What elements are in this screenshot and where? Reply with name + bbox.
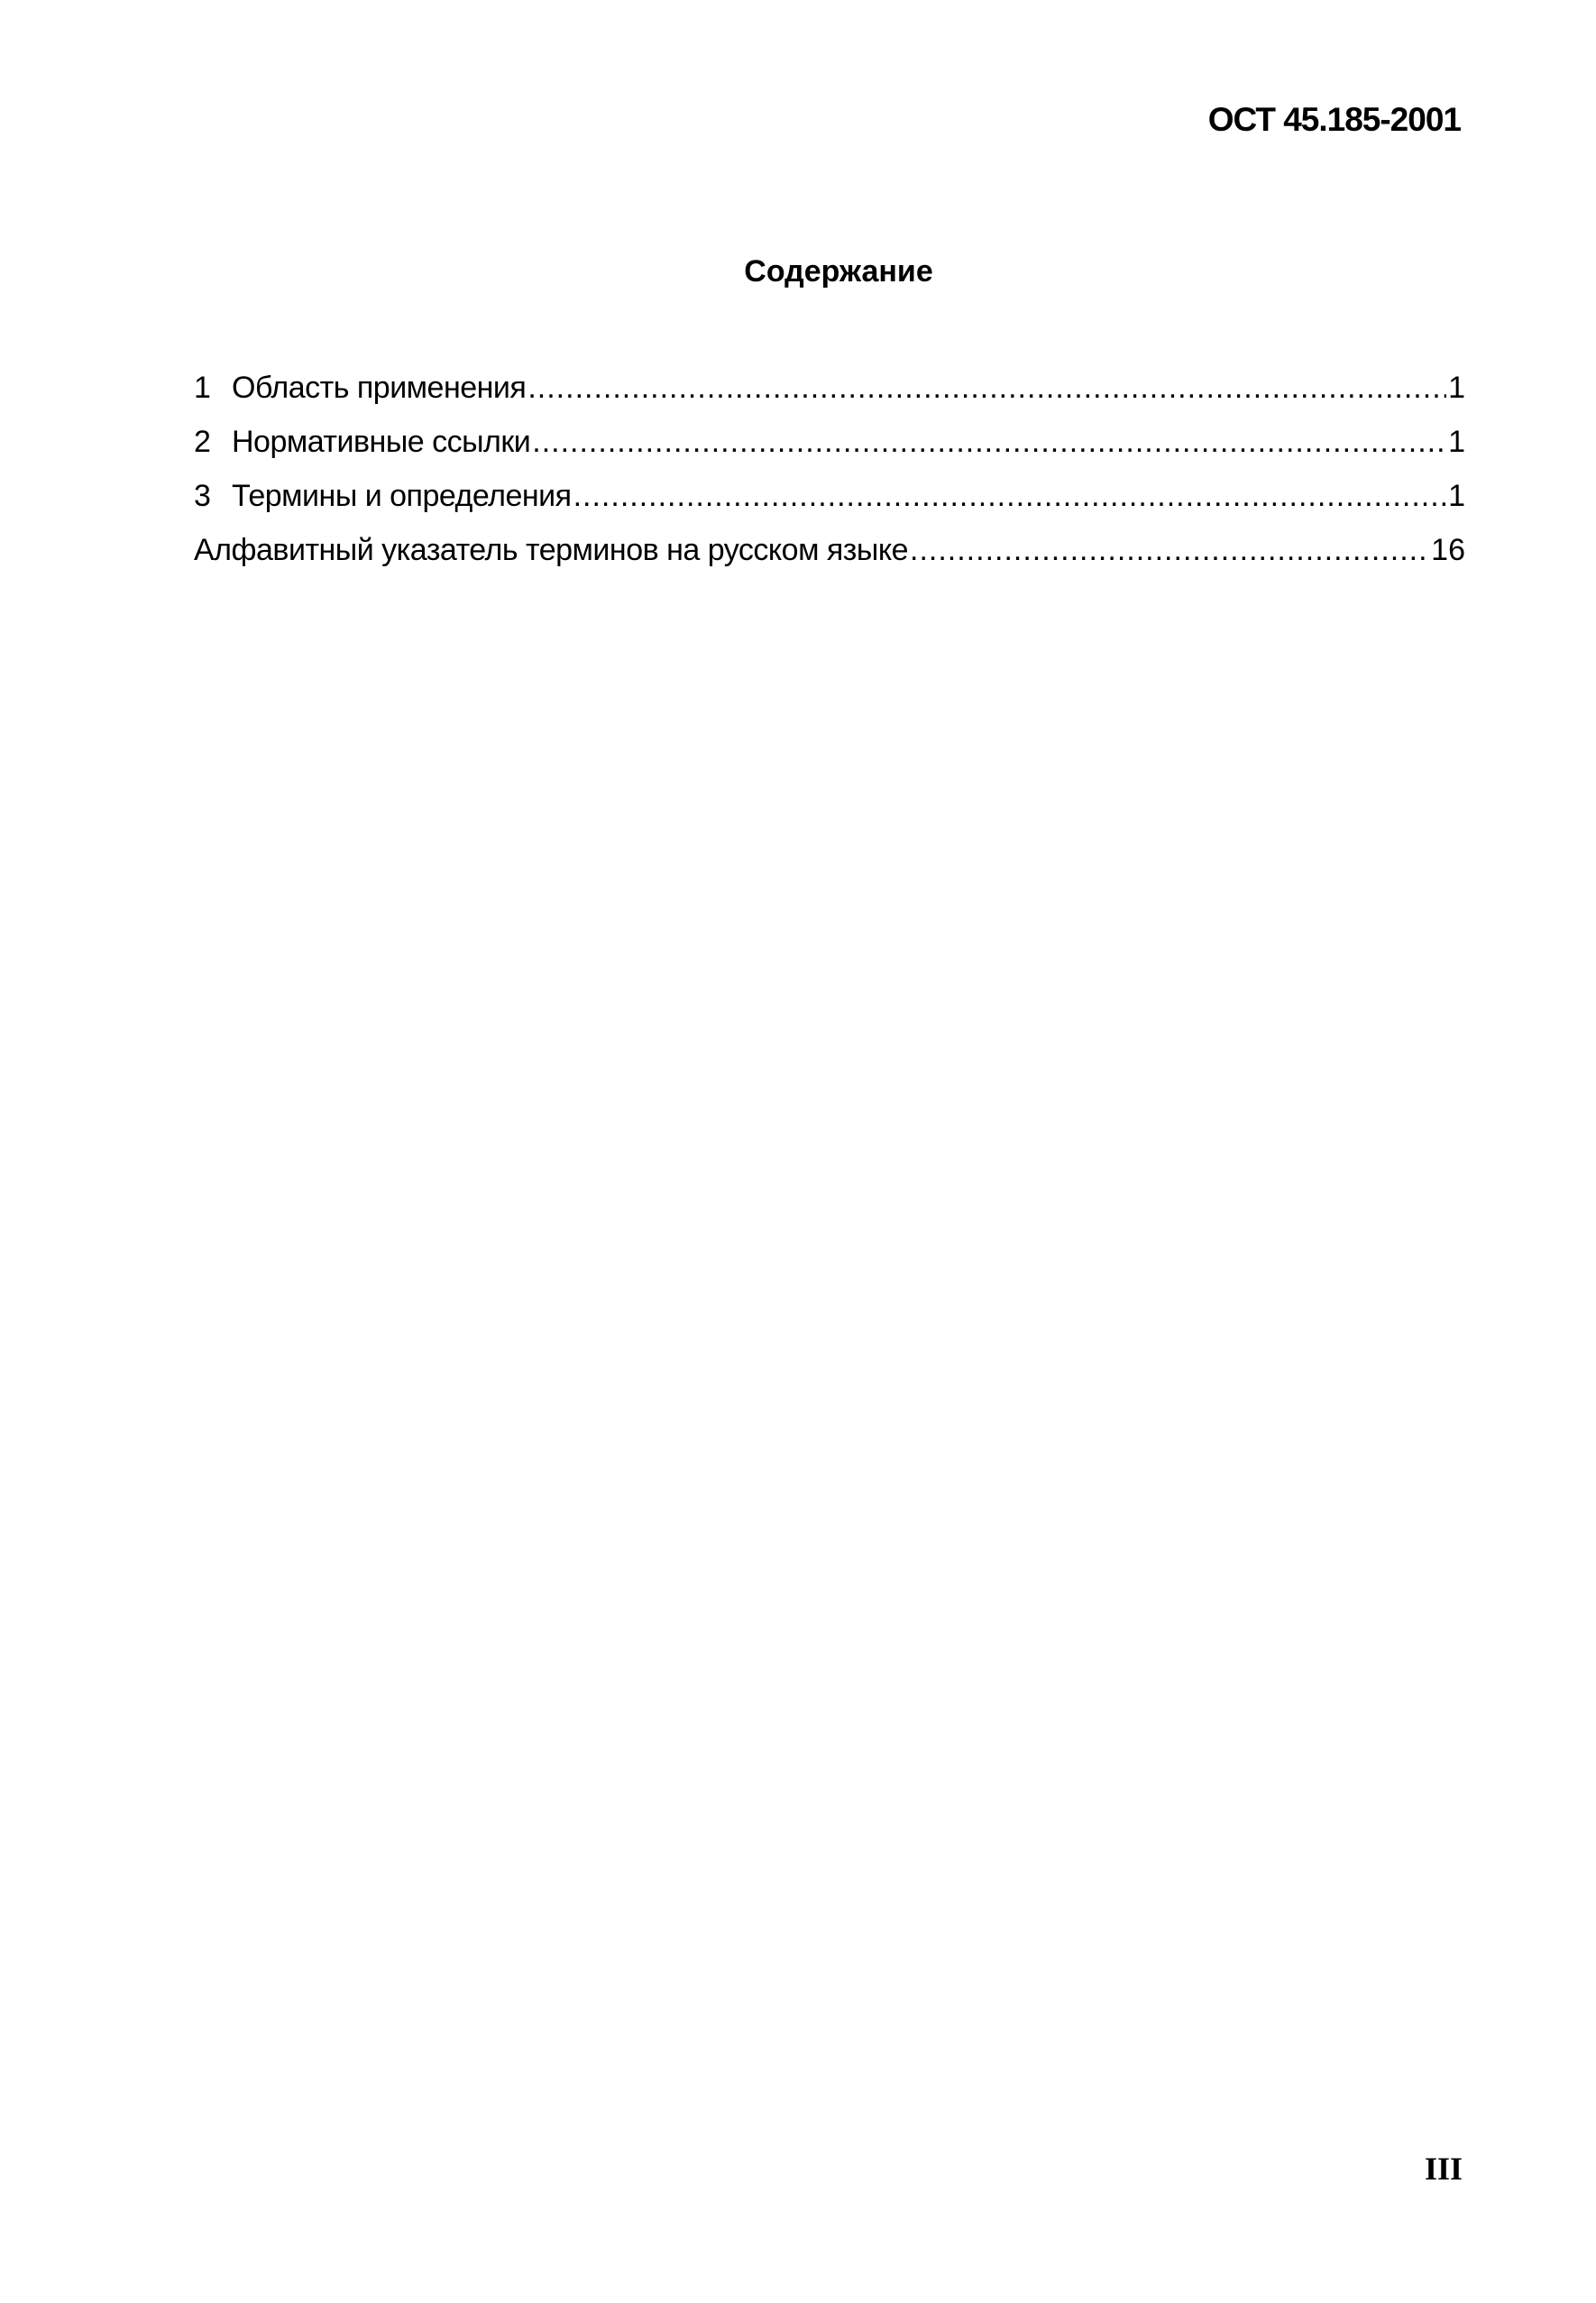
toc-title: Содержание [744,254,933,289]
toc-entry-number: 2 [194,425,211,459]
toc-entry-page: 1 [1448,371,1465,405]
toc-entry-terms-definitions[interactable] [194,469,1465,523]
toc-dot-leader [910,523,1429,577]
toc-dot-leader [532,415,1446,469]
page-number: III [1424,2151,1463,2187]
toc-entry-page: 1 [1448,425,1465,459]
toc-entry-alphabetical-index[interactable] [194,523,1465,577]
toc-entry-label: Алфавитный указатель терминов на русском языке [194,533,908,567]
toc-dot-leader [527,361,1446,415]
toc-entry-label: Область применения [232,371,527,405]
toc-entry-label: Термины и определения [232,479,572,513]
toc-dot-leader [573,469,1446,523]
toc-entry-label: Нормативные ссылки [232,425,531,459]
document-code: ОСТ 45.185-2001 [1207,101,1461,138]
toc-entry-page: 1 [1448,479,1465,513]
toc-entry-number: 3 [194,479,211,513]
toc-entry-normative-references[interactable] [194,415,1465,469]
toc-entry-scope[interactable] [194,361,1465,415]
table-of-contents [194,361,1465,577]
toc-entry-page: 16 [1431,533,1465,567]
toc-entry-number: 1 [194,371,211,405]
